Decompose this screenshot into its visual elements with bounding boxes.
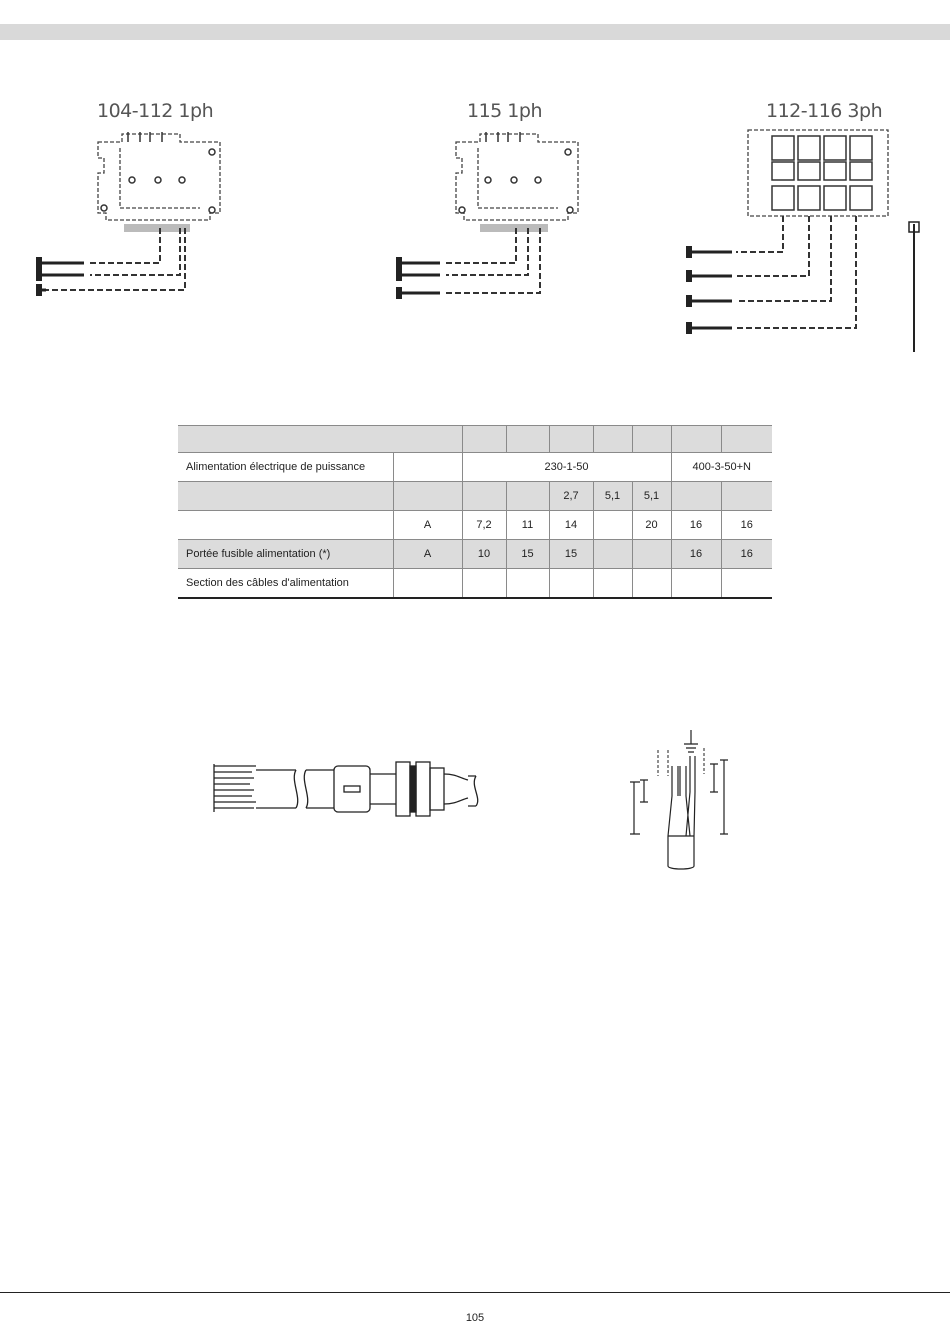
table-cell: 14 (549, 511, 593, 540)
table-cell: 15 (506, 540, 549, 569)
table-cell (462, 426, 506, 453)
table-cell (593, 511, 632, 540)
table-cell (462, 482, 506, 511)
diagram-title-2: 115 1ph (467, 100, 542, 122)
diagram-title-1: 104-112 1ph (97, 100, 214, 122)
table-row (178, 540, 772, 569)
table-cell: 5,1 (632, 482, 671, 511)
table-cell: 15 (549, 540, 593, 569)
unit-cell (393, 453, 462, 482)
table-cell (549, 569, 593, 599)
table-cell (671, 569, 721, 599)
table-row (178, 511, 772, 540)
row-label (178, 482, 393, 511)
table-cell: 7,2 (462, 511, 506, 540)
table-cell (593, 540, 632, 569)
table-cell: 5,1 (593, 482, 632, 511)
table-cell (506, 482, 549, 511)
table-cell (593, 426, 632, 453)
table-cell (506, 569, 549, 599)
table-cell: 2,7 (549, 482, 593, 511)
row-label: Section des câbles d'alimentation (178, 569, 393, 599)
wiring-diagram-3ph (676, 126, 926, 356)
unit-cell: A (393, 511, 462, 540)
table-cell: 11 (506, 511, 549, 540)
table-cell (549, 426, 593, 453)
table-cell (721, 426, 772, 453)
page-number: 105 (465, 1312, 485, 1324)
table-cell (632, 426, 671, 453)
table-cell (721, 569, 772, 599)
unit-cell: A (393, 540, 462, 569)
row-label (178, 511, 393, 540)
table-cell (632, 569, 671, 599)
table-cell: 16 (721, 511, 772, 540)
table-cell: 10 (462, 540, 506, 569)
table-row (178, 426, 772, 453)
table-cell: 230-1-50 (462, 453, 671, 482)
table-row (178, 482, 772, 511)
row-label: Alimentation électrique de puissance (178, 453, 393, 482)
electrical-spec-table (178, 425, 772, 599)
table-row (178, 453, 772, 482)
table-cell (671, 482, 721, 511)
diagram-title-3: 112-116 3ph (766, 100, 883, 122)
table-cell: 16 (721, 540, 772, 569)
table-cell (671, 426, 721, 453)
table-cell: 20 (632, 511, 671, 540)
unit-cell (393, 482, 462, 511)
table-cell: 16 (671, 540, 721, 569)
cable-stripping-illustration (628, 730, 732, 870)
row-label: Portée fusible alimentation (*) (178, 540, 393, 569)
table-cell (462, 569, 506, 599)
table-cell: 16 (671, 511, 721, 540)
wiring-diagram-1ph-a (30, 128, 230, 303)
table-row (178, 569, 772, 599)
table-cell (506, 426, 549, 453)
table-cell (632, 540, 671, 569)
cable-gland-illustration (210, 760, 490, 820)
wiring-diagram-1ph-b (388, 128, 588, 308)
footer-divider (0, 1292, 950, 1293)
unit-cell (393, 569, 462, 599)
table-cell: 400-3-50+N (671, 453, 772, 482)
table-cell (593, 569, 632, 599)
table-cell (721, 482, 772, 511)
header-band (0, 24, 950, 40)
header-cell (178, 426, 462, 453)
